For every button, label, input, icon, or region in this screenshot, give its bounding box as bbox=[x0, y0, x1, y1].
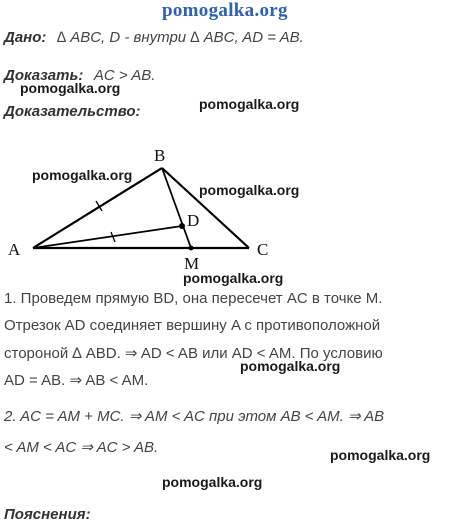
label-d: D bbox=[187, 211, 200, 230]
label-a: A bbox=[8, 240, 21, 259]
top-watermark: pomogalka.org bbox=[162, 0, 288, 21]
watermark-7: pomogalka.org bbox=[330, 447, 431, 463]
proof-line-5: 2. AC = AM + MC. ⇒ AM < AC при этом AB < AM. ⇒ AB bbox=[4, 408, 385, 425]
given-label: Дано: bbox=[4, 29, 47, 46]
proof-line-1: 1. Проведем прямую BD, она пересечет AC в точке M. bbox=[4, 290, 383, 307]
triangle-figure bbox=[0, 140, 451, 280]
side-bc bbox=[162, 168, 249, 248]
segment-ad bbox=[33, 226, 182, 248]
given-line bbox=[4, 29, 304, 47]
watermark-6: pomogalka.org bbox=[240, 358, 341, 374]
label-m: M bbox=[184, 254, 200, 273]
proof-line-2: Отрезок AD соединяет вершину A с противоположной bbox=[4, 317, 381, 334]
prove-label: Доказать: bbox=[4, 67, 84, 84]
watermark-1: pomogalka.org bbox=[20, 80, 121, 96]
point-d bbox=[179, 223, 185, 229]
prove-text: AC > AB. bbox=[93, 67, 156, 84]
watermark-3: pomogalka.org bbox=[32, 167, 133, 183]
watermark-5: pomogalka.org bbox=[183, 270, 284, 286]
proof-line-3: стороной ∆ ABD. ⇒ AD < AB или AD < AM. По условию bbox=[4, 345, 383, 362]
point-m bbox=[189, 246, 194, 251]
watermark-2: pomogalka.org bbox=[199, 96, 300, 112]
label-c: C bbox=[257, 240, 269, 259]
label-b: B bbox=[154, 146, 166, 165]
proof-line-6: < AM < AC ⇒ AC > AB. bbox=[4, 439, 159, 456]
watermark-4: pomogalka.org bbox=[199, 182, 300, 198]
proof-heading: Доказательство: bbox=[4, 103, 141, 120]
explanations-heading: Пояснения: bbox=[4, 506, 91, 523]
watermark-8: pomogalka.org bbox=[162, 474, 263, 490]
proof-line-4: AD = AB. ⇒ AB < AM. bbox=[4, 372, 149, 389]
given-text: ∆ ABC, D - внутри ∆ ABC, AD = AB. bbox=[56, 29, 304, 46]
